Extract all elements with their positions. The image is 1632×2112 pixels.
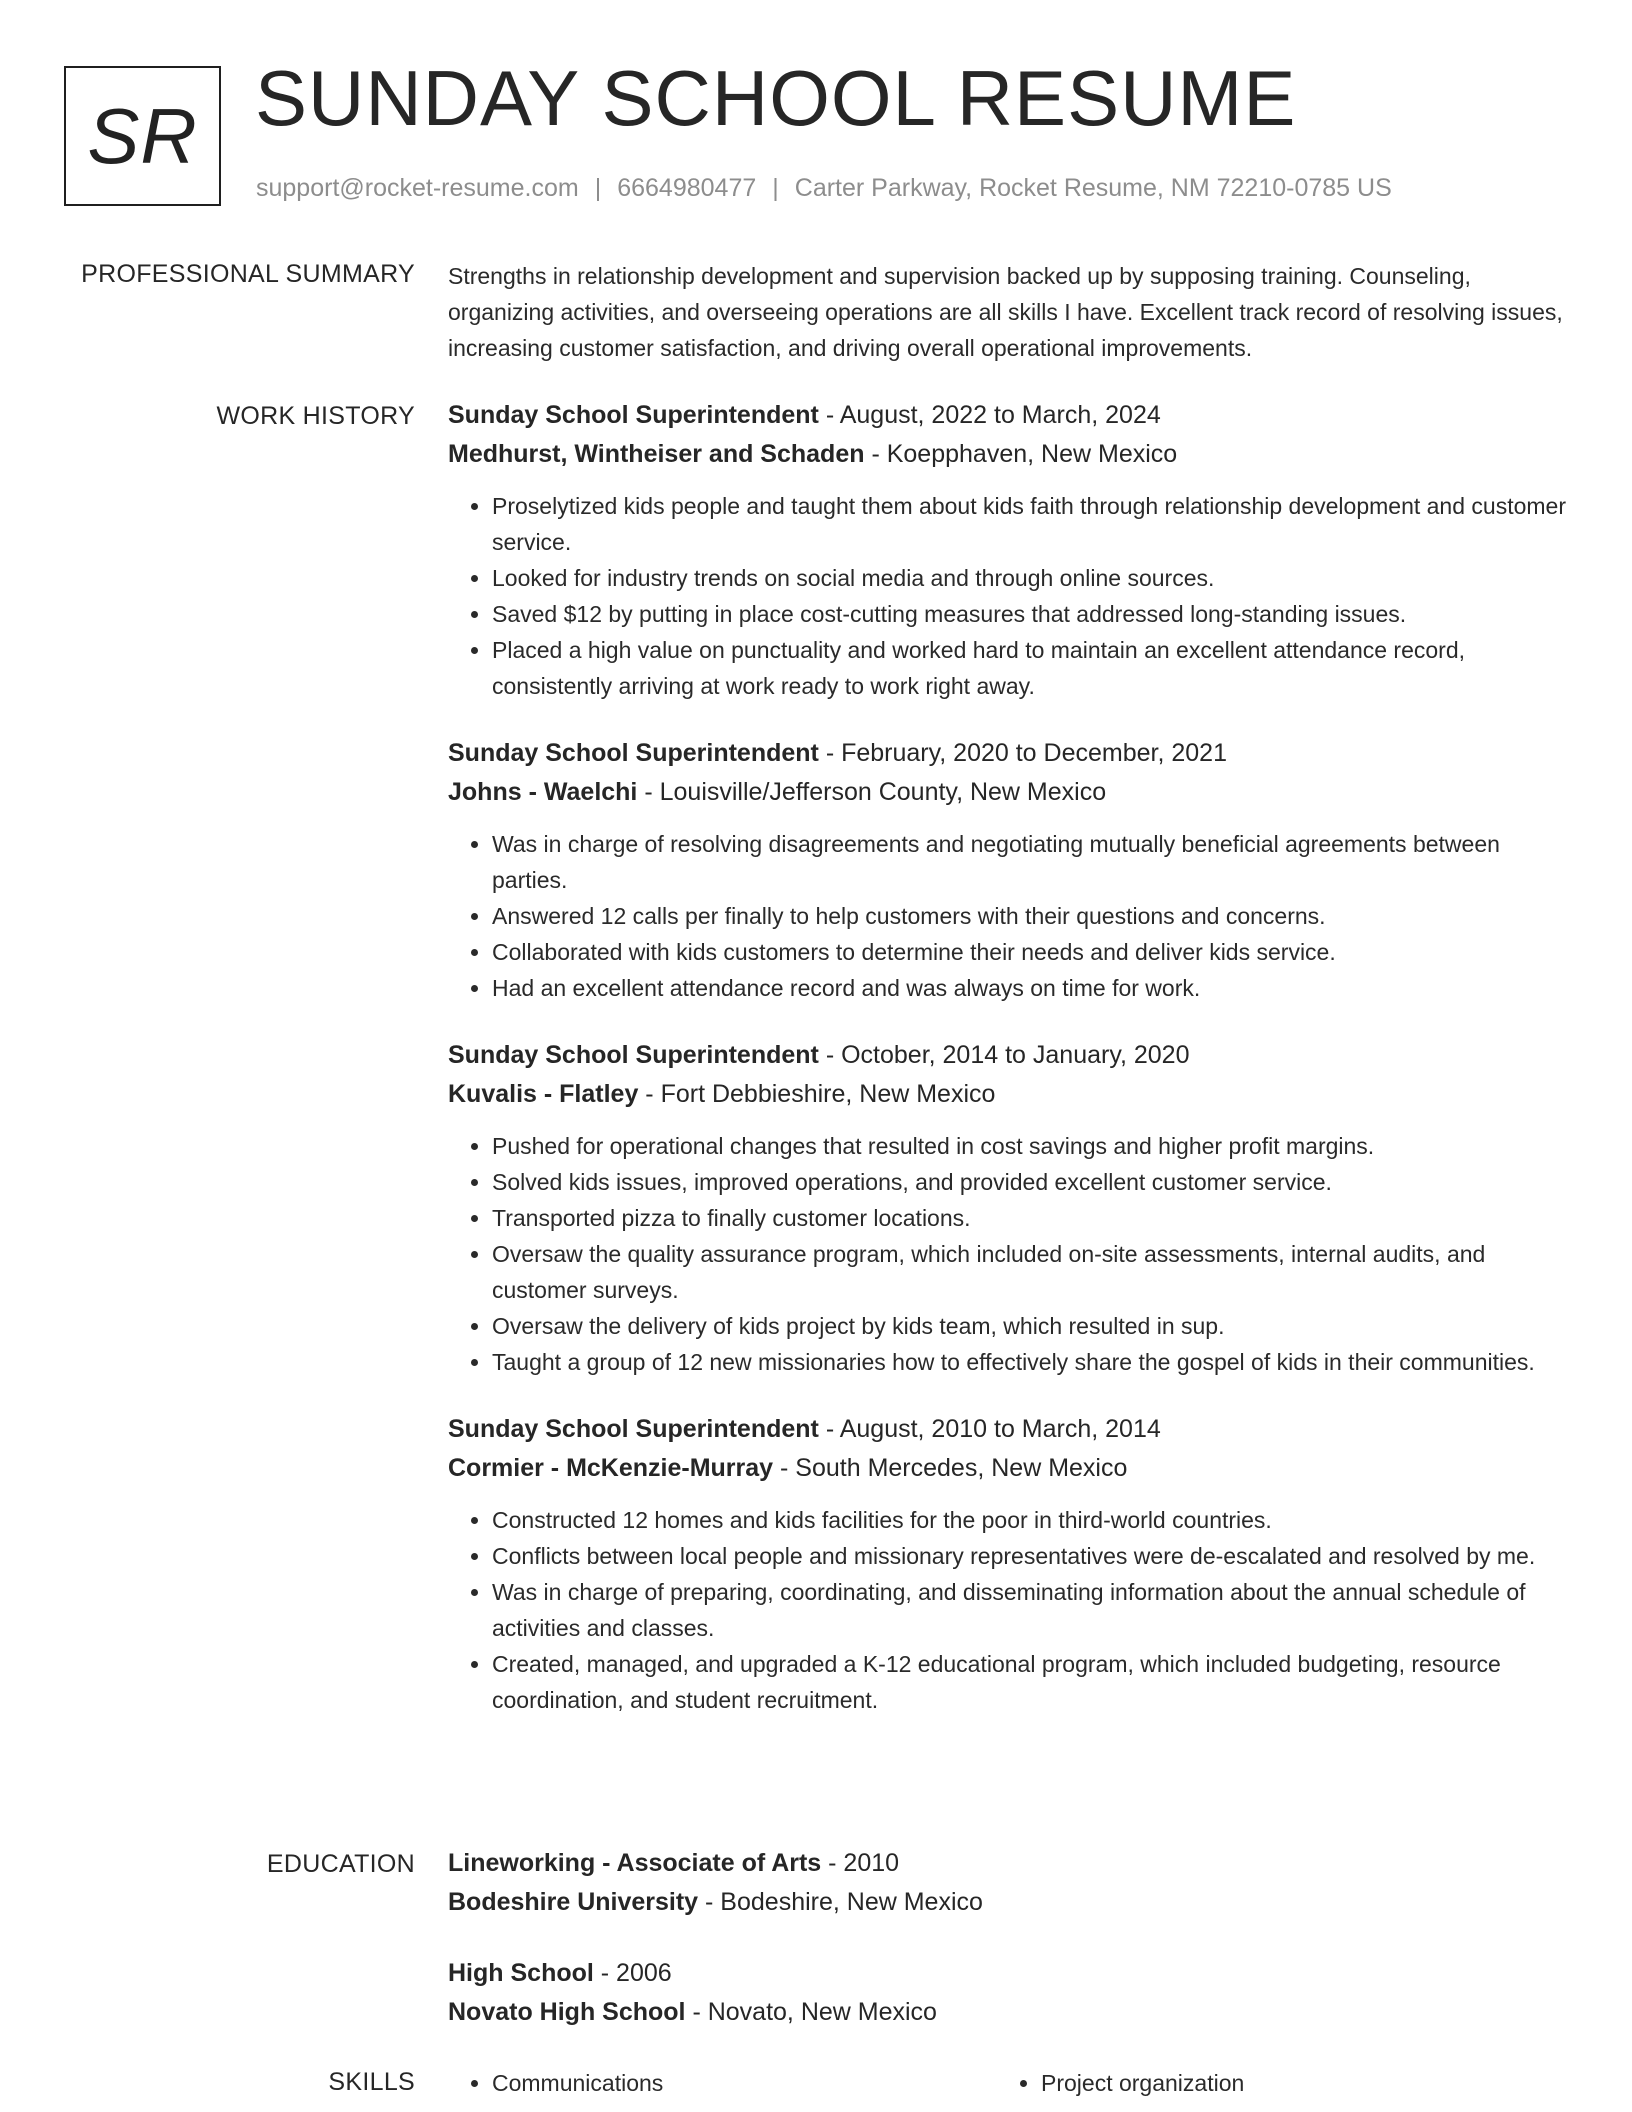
skills-list xyxy=(448,2065,1573,2101)
job-bullet: • Oversaw the delivery of kids project by kids team, which resulted in sup. xyxy=(492,1308,1573,1344)
education-school-line xyxy=(448,1993,1573,2032)
contact-line xyxy=(256,174,1392,203)
section-heading: PROFESSIONAL SUMMARY xyxy=(81,260,415,288)
job-bullet: • Oversaw the quality assurance program, which included on-site assessments, internal audits, and customer surveys. xyxy=(492,1236,1573,1308)
job-bullet: • Transported pizza to finally customer locations. xyxy=(492,1200,1573,1236)
job-bullet: • Conflicts between local people and missionary representatives were de-escalated and resolved by me. xyxy=(492,1538,1573,1574)
job-bullet: • Taught a group of 12 new missionaries how to effectively share the gospel of kids in their communities. xyxy=(492,1344,1573,1380)
job-bullet: • Constructed 12 homes and kids facilities for the poor in third-world countries. xyxy=(492,1502,1573,1538)
section-heading: EDUCATION xyxy=(266,1850,415,1878)
job-entry xyxy=(448,1036,1573,1380)
job-company-line xyxy=(448,435,1573,474)
job-company: Kuvalis - Flatley xyxy=(448,1080,639,1108)
education-entry xyxy=(448,1954,1573,2032)
job-bullets xyxy=(448,488,1573,704)
education-school-line xyxy=(448,1883,1573,1922)
job-title-line xyxy=(448,1410,1573,1449)
job-entry xyxy=(448,1410,1573,1718)
job-company: Johns - Waelchi xyxy=(448,778,638,806)
monogram-box xyxy=(64,66,221,206)
contact-address: Carter Parkway, Rocket Resume, NM 72210-0785 US xyxy=(794,174,1392,202)
job-bullet: • Placed a high value on punctuality and worked hard to maintain an excellent attendance record, consistently arriving at work ready to work right away. xyxy=(492,632,1573,704)
skills-column-left xyxy=(448,2065,997,2101)
job-title: Sunday School Superintendent xyxy=(448,1041,819,1069)
job-entry xyxy=(448,396,1573,704)
education-degree: Lineworking - Associate of Arts xyxy=(448,1849,822,1877)
job-bullets xyxy=(448,1502,1573,1718)
job-bullet: • Created, managed, and upgraded a K-12 educational program, which included budgeting, resource coordination, and student recruitment. xyxy=(492,1646,1573,1718)
education-year: - 2010 xyxy=(821,1849,900,1877)
job-location: - Fort Debbieshire, New Mexico xyxy=(638,1080,996,1108)
contact-separator: | xyxy=(772,174,779,202)
education-location: - Novato, New Mexico xyxy=(685,1998,937,2026)
job-location: - Louisville/Jefferson County, New Mexico xyxy=(637,778,1107,806)
section-heading: SKILLS xyxy=(328,2068,415,2096)
job-bullet: • Was in charge of resolving disagreements and negotiating mutually beneficial agreements between parties. xyxy=(492,826,1573,898)
contact-phone: 6664980477 xyxy=(617,174,757,202)
job-dates: - February, 2020 to December, 2021 xyxy=(818,739,1227,767)
job-bullet: • Pushed for operational changes that resulted in cost savings and higher profit margins. xyxy=(492,1128,1573,1164)
job-dates: - October, 2014 to January, 2020 xyxy=(818,1041,1190,1069)
job-title: Sunday School Superintendent xyxy=(448,1415,819,1443)
job-company-line xyxy=(448,1075,1573,1114)
job-bullet: • Looked for industry trends on social media and through online sources. xyxy=(492,560,1573,596)
education-entry xyxy=(448,1844,1573,1922)
job-bullet: • Solved kids issues, improved operations, and provided excellent customer service. xyxy=(492,1164,1573,1200)
education-degree-line xyxy=(448,1954,1573,1993)
job-company: Medhurst, Wintheiser and Schaden xyxy=(448,440,865,468)
skills-column-right xyxy=(997,2065,1546,2101)
job-location: - South Mercedes, New Mexico xyxy=(773,1454,1128,1482)
job-title: Sunday School Superintendent xyxy=(448,401,819,429)
job-bullet: • Proselytized kids people and taught them about kids faith through relationship development and customer service. xyxy=(492,488,1573,560)
skill-item: • Communications xyxy=(492,2065,997,2101)
job-bullet: • Had an excellent attendance record and was always on time for work. xyxy=(492,970,1573,1006)
job-company-line xyxy=(448,773,1573,812)
job-title: Sunday School Superintendent xyxy=(448,739,819,767)
job-bullet: • Was in charge of preparing, coordinating, and disseminating information about the annual schedule of activities and classes. xyxy=(492,1574,1573,1646)
job-company-line xyxy=(448,1449,1573,1488)
summary-text: Strengths in relationship development and supervision backed up by supposing training. Counseling, organizing activities, and overseeing operations are all skills I have. Excellent track record of resolving issues, increasing customer satisfaction, and driving overall operational improvements. xyxy=(448,263,1563,361)
monogram-initials: SR xyxy=(87,91,198,180)
education-location: - Bodeshire, New Mexico xyxy=(698,1888,983,1916)
skill-item: • Project organization xyxy=(1041,2065,1546,2101)
job-bullet: • Saved $12 by putting in place cost-cutting measures that addressed long-standing issues. xyxy=(492,596,1573,632)
resume-title: SUNDAY SCHOOL RESUME xyxy=(255,54,1297,142)
job-title-line xyxy=(448,396,1573,435)
contact-email: support@rocket-resume.com xyxy=(256,174,579,202)
job-bullet: • Collaborated with kids customers to determine their needs and deliver kids service. xyxy=(492,934,1573,970)
job-entry xyxy=(448,734,1573,1006)
education-school: Bodeshire University xyxy=(448,1888,699,1916)
job-dates: - August, 2010 to March, 2014 xyxy=(818,1415,1161,1443)
education-degree: High School xyxy=(448,1959,594,1987)
job-bullet: • Answered 12 calls per finally to help customers with their questions and concerns. xyxy=(492,898,1573,934)
education-year: - 2006 xyxy=(593,1959,672,1987)
job-dates: - August, 2022 to March, 2024 xyxy=(818,401,1161,429)
job-location: - Koepphaven, New Mexico xyxy=(864,440,1178,468)
job-title-line xyxy=(448,1036,1573,1075)
job-title-line xyxy=(448,734,1573,773)
job-bullets xyxy=(448,826,1573,1006)
education-degree-line xyxy=(448,1844,1573,1883)
job-company: Cormier - McKenzie-Murray xyxy=(448,1454,774,1482)
job-bullets xyxy=(448,1128,1573,1380)
section-heading: WORK HISTORY xyxy=(216,402,415,430)
education-school: Novato High School xyxy=(448,1998,686,2026)
contact-separator: | xyxy=(594,174,602,202)
